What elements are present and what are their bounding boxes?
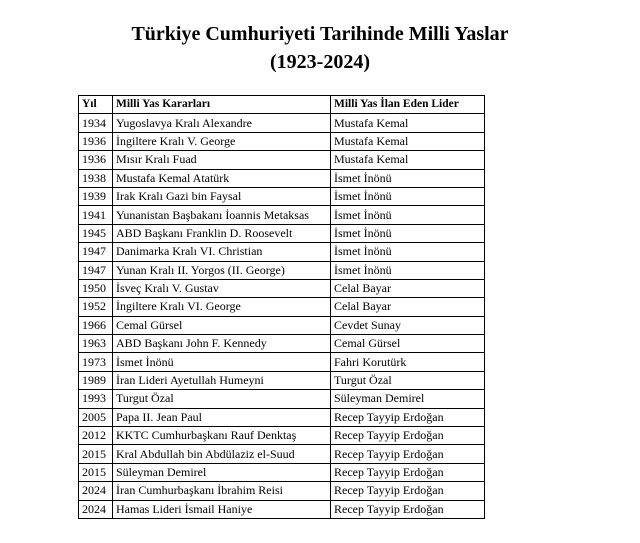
cell-yil: 1939 — [79, 187, 113, 205]
table-row — [79, 114, 485, 132]
cell-karar: İran Lideri Ayetullah Humeyni — [113, 371, 331, 389]
cell-karar: Kral Abdullah bin Abdülaziz el-Suud — [113, 445, 331, 463]
cell-lider: İsmet İnönü — [331, 261, 485, 279]
cell-yil: 2012 — [79, 427, 113, 445]
cell-lider: Recep Tayyip Erdoğan — [331, 482, 485, 500]
header-yil: Yıl — [79, 96, 113, 114]
cell-karar: KKTC Cumhurbaşkanı Rauf Denktaş — [113, 427, 331, 445]
table-row — [79, 298, 485, 316]
table-row — [79, 279, 485, 297]
cell-lider: Süleyman Demirel — [331, 390, 485, 408]
cell-yil: 1936 — [79, 151, 113, 169]
table-row — [79, 132, 485, 150]
cell-yil: 1938 — [79, 169, 113, 187]
document-title: Türkiye Cumhuriyeti Tarihinde Milli Yaslar — [131, 23, 509, 45]
cell-yil: 1966 — [79, 316, 113, 334]
cell-karar: Mısır Kralı Fuad — [113, 151, 331, 169]
milli-yas-table — [78, 95, 485, 519]
cell-yil: 1941 — [79, 206, 113, 224]
cell-lider: Recep Tayyip Erdoğan — [331, 500, 485, 518]
cell-lider: İsmet İnönü — [331, 187, 485, 205]
cell-karar: Süleyman Demirel — [113, 463, 331, 481]
cell-karar: İsmet İnönü — [113, 353, 331, 371]
cell-karar: Hamas Lideri İsmail Haniye — [113, 500, 331, 518]
cell-yil: 1993 — [79, 390, 113, 408]
table-row — [79, 169, 485, 187]
cell-yil: 1934 — [79, 114, 113, 132]
cell-lider: Recep Tayyip Erdoğan — [331, 463, 485, 481]
table-row — [79, 427, 485, 445]
cell-lider: İsmet İnönü — [331, 169, 485, 187]
cell-lider: Mustafa Kemal — [331, 151, 485, 169]
cell-karar: Papa II. Jean Paul — [113, 408, 331, 426]
cell-lider: Celal Bayar — [331, 298, 485, 316]
header-karar: Milli Yas Kararları — [113, 96, 331, 114]
cell-yil: 1950 — [79, 279, 113, 297]
cell-yil: 2015 — [79, 463, 113, 481]
cell-karar: Cemal Gürsel — [113, 316, 331, 334]
cell-lider: İsmet İnönü — [331, 224, 485, 242]
header-lider: Milli Yas İlan Eden Lider — [331, 96, 485, 114]
table-row — [79, 261, 485, 279]
cell-lider: Mustafa Kemal — [331, 114, 485, 132]
table-row — [79, 353, 485, 371]
cell-yil: 1945 — [79, 224, 113, 242]
table-row — [79, 335, 485, 353]
document-subtitle: (1923-2024) — [270, 51, 370, 73]
cell-karar: İsveç Kralı V. Gustav — [113, 279, 331, 297]
cell-lider: Recep Tayyip Erdoğan — [331, 427, 485, 445]
table-row — [79, 482, 485, 500]
table-row — [79, 187, 485, 205]
cell-yil: 2005 — [79, 408, 113, 426]
table-row — [79, 408, 485, 426]
table-row — [79, 390, 485, 408]
cell-yil: 2024 — [79, 500, 113, 518]
cell-karar: Mustafa Kemal Atatürk — [113, 169, 331, 187]
cell-karar: ABD Başkanı Franklin D. Roosevelt — [113, 224, 331, 242]
cell-yil: 2024 — [79, 482, 113, 500]
cell-yil: 1947 — [79, 243, 113, 261]
cell-lider: Recep Tayyip Erdoğan — [331, 408, 485, 426]
table-row — [79, 243, 485, 261]
cell-yil: 1973 — [79, 353, 113, 371]
cell-karar: İngiltere Kralı VI. George — [113, 298, 331, 316]
table-row — [79, 445, 485, 463]
cell-karar: Irak Kralı Gazi bin Faysal — [113, 187, 331, 205]
cell-lider: Turgut Özal — [331, 371, 485, 389]
cell-karar: Turgut Özal — [113, 390, 331, 408]
cell-yil: 2015 — [79, 445, 113, 463]
cell-yil: 1947 — [79, 261, 113, 279]
table-header-row — [79, 96, 485, 114]
cell-karar: Yunan Kralı II. Yorgos (II. George) — [113, 261, 331, 279]
cell-lider: İsmet İnönü — [331, 243, 485, 261]
table-row — [79, 371, 485, 389]
cell-lider: Fahri Korutürk — [331, 353, 485, 371]
table-row — [79, 224, 485, 242]
cell-karar: İran Cumhurbaşkanı İbrahim Reisi — [113, 482, 331, 500]
table-row — [79, 206, 485, 224]
cell-lider: Recep Tayyip Erdoğan — [331, 445, 485, 463]
cell-lider: Cemal Gürsel — [331, 335, 485, 353]
cell-karar: Yugoslavya Kralı Alexandre — [113, 114, 331, 132]
cell-yil: 1952 — [79, 298, 113, 316]
table-row — [79, 500, 485, 518]
table-body — [79, 114, 485, 519]
table-row — [79, 151, 485, 169]
table-row — [79, 463, 485, 481]
cell-karar: ABD Başkanı John F. Kennedy — [113, 335, 331, 353]
cell-yil: 1989 — [79, 371, 113, 389]
cell-yil: 1963 — [79, 335, 113, 353]
cell-lider: İsmet İnönü — [331, 206, 485, 224]
cell-lider: Celal Bayar — [331, 279, 485, 297]
cell-lider: Mustafa Kemal — [331, 132, 485, 150]
cell-yil: 1936 — [79, 132, 113, 150]
table-row — [79, 316, 485, 334]
cell-lider: Cevdet Sunay — [331, 316, 485, 334]
cell-karar: İngiltere Kralı V. George — [113, 132, 331, 150]
cell-karar: Danimarka Kralı VI. Christian — [113, 243, 331, 261]
cell-karar: Yunanistan Başbakanı İoannis Metaksas — [113, 206, 331, 224]
